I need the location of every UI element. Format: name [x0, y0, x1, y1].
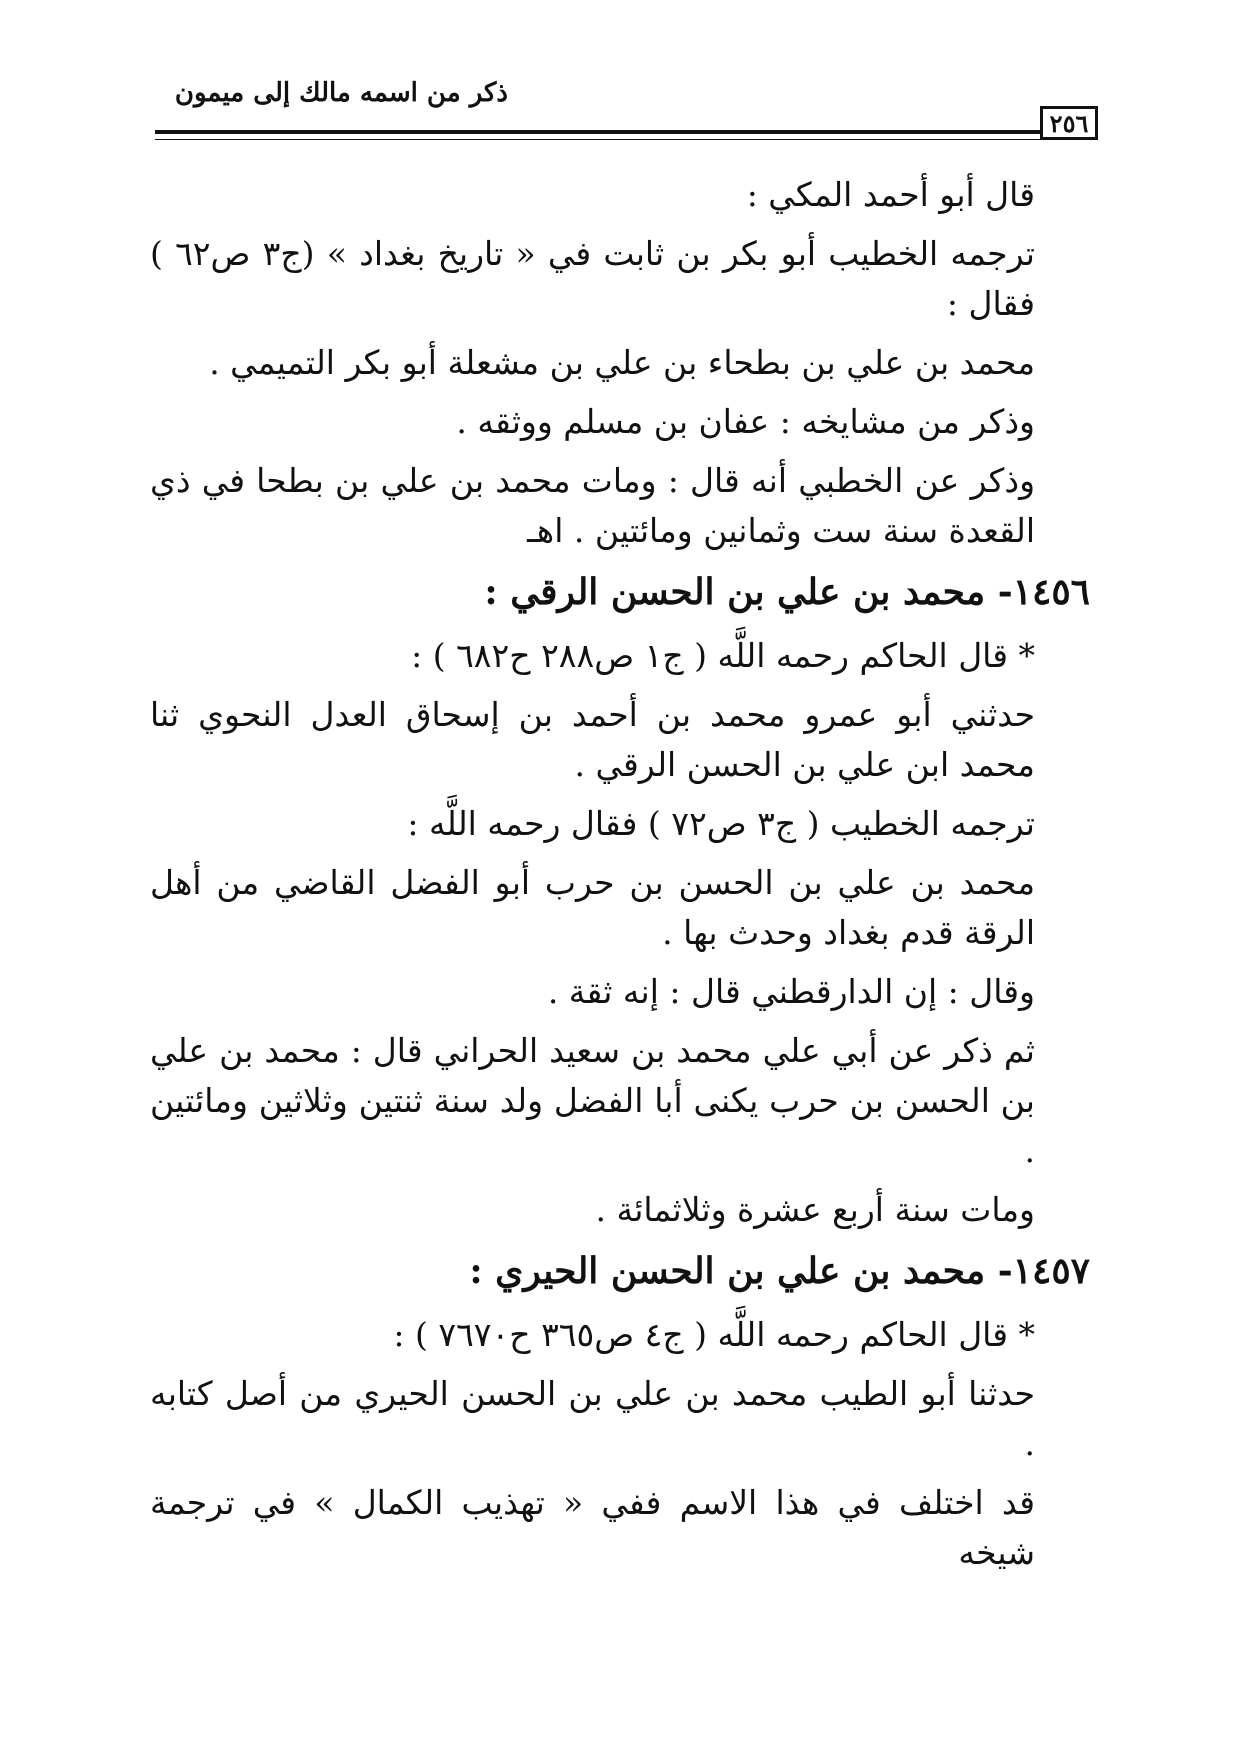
paragraph: حدثني أبو عمرو محمد بن أحمد بن إسحاق العدل النحوي ثنا محمد ابن علي بن الحسن الرقي .	[150, 695, 1035, 784]
paragraph: ترجمه الخطيب أبو بكر بن ثابت في « تاريخ بغداد » (ج٣ ص٦٢ ) فقال :	[150, 234, 1035, 323]
paragraph: قد اختلف في هذا الاسم ففي « تهذيب الكمال » في ترجمة شيخه	[150, 1483, 1035, 1572]
paragraph: وذكر عن الخطبي أنه قال : ومات محمد بن علي بن بطحا في ذي القعدة سنة ست وثمانين ومائتين . اهـ	[150, 461, 1035, 550]
paragraph: * قال الحاكم رحمه اللَّه ( ج١ ص٢٨٨ ح٦٨٢ ) :	[411, 636, 1035, 675]
running-title: ذكر من اسمه مالك إلى ميمون	[174, 78, 508, 108]
paragraph: ترجمه الخطيب ( ج٣ ص٧٢ ) فقال رحمه اللَّه :	[407, 804, 1035, 843]
paragraph: وذكر من مشايخه : عفان بن مسلم ووثقه .	[456, 402, 1035, 441]
entry-heading-1457: ١٤٥٧- محمد بن علي بن الحسن الحيري :	[469, 1250, 1090, 1292]
header-rule-thin	[155, 139, 1040, 140]
page-number-box: ٢٥٦	[1040, 106, 1098, 140]
paragraph: ومات سنة أربع عشرة وثلاثمائة .	[595, 1190, 1035, 1229]
header-rule-thick	[155, 130, 1040, 134]
paragraph: حدثنا أبو الطيب محمد بن علي بن الحسن الحيري من أصل كتابه .	[150, 1374, 1035, 1463]
paragraph: قال أبو أحمد المكي :	[746, 175, 1035, 214]
entry-heading-1456: ١٤٥٦- محمد بن علي بن الحسن الرقي :	[484, 571, 1090, 613]
paragraph: وقال : إن الدارقطني قال : إنه ثقة .	[547, 972, 1035, 1011]
paragraph: ثم ذكر عن أبي علي محمد بن سعيد الحراني قال : محمد بن علي بن الحسن بن حرب يكنى أبا الفضل ولد سنة ثنتين وثلاثين ومائتين .	[150, 1031, 1035, 1170]
paragraph: * قال الحاكم رحمه اللَّه ( ج٤ ص٣٦٥ ح٧٦٧٠ ) :	[393, 1315, 1035, 1354]
paragraph: محمد بن علي بن بطحاء بن علي بن مشعلة أبو بكر التميمي .	[209, 343, 1035, 382]
body-text	[150, 170, 1090, 1587]
paragraph: محمد بن علي بن الحسن بن حرب أبو الفضل القاضي من أهل الرقة قدم بغداد وحدث بها .	[150, 863, 1035, 952]
